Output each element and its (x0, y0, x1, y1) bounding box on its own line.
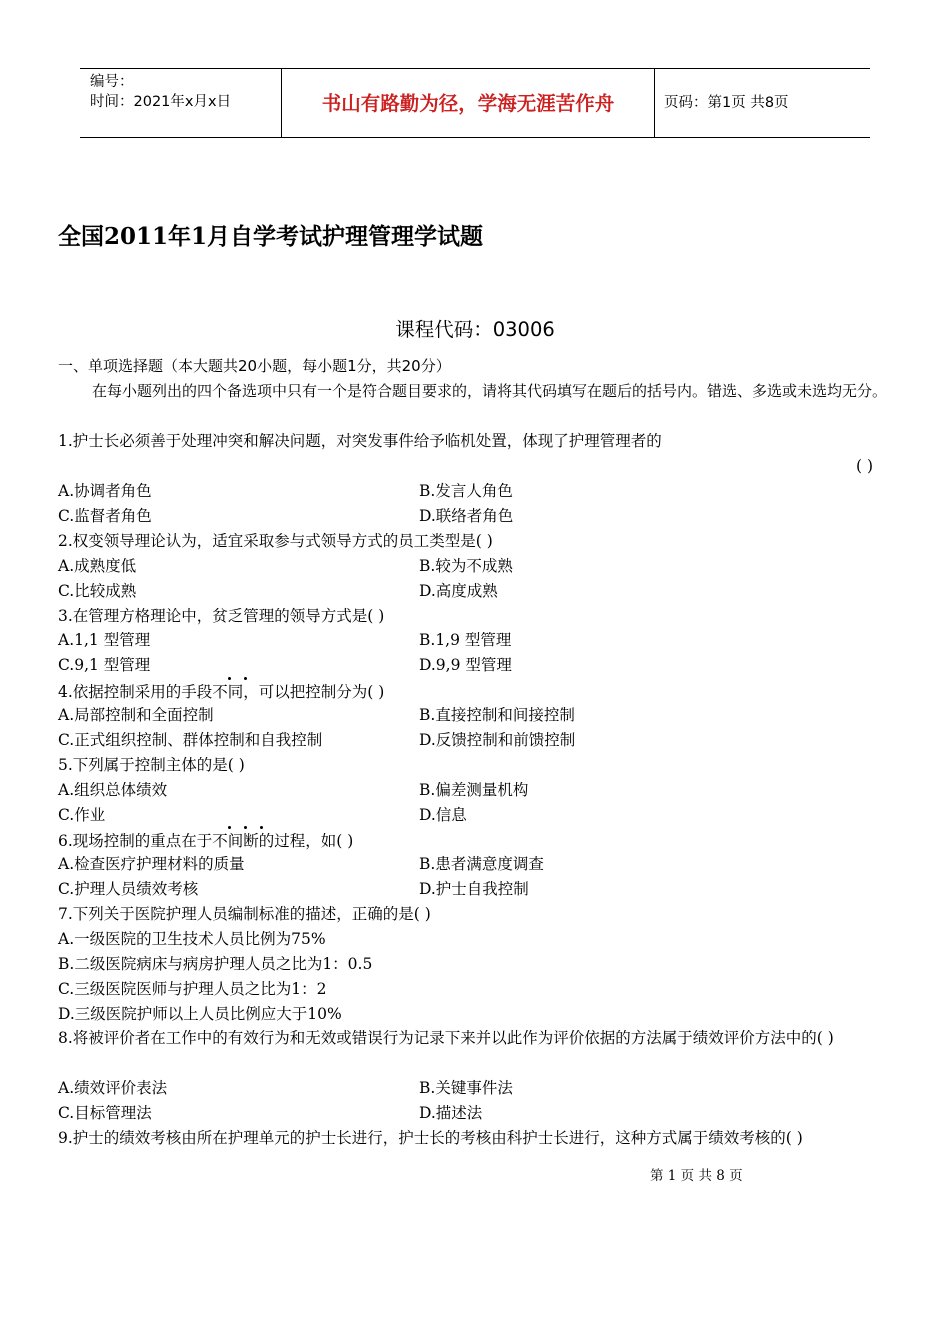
question-stem: 4.依据控制采用的手段不同，可以把控制分为( ) (58, 683, 385, 701)
header-meta (90, 72, 231, 112)
option-d: D.三级医院护师以上人员比例应大于10% (58, 1005, 342, 1023)
option-b: B.发言人角色 (419, 482, 513, 500)
question-stem: 3.在管理方格理论中，贫乏管理的领导方式是( ) (58, 607, 385, 625)
option-b: B.直接控制和间接控制 (419, 706, 575, 724)
answer-parentheses: ( ) (856, 457, 874, 475)
section-instructions: 在每小题列出的四个备选项中只有一个是符合题目要求的，请将其代码填写在题后的括号内。错选、多选或未选均无分。 (92, 382, 888, 400)
question-stem: 2.权变领导理论认为，适宜采取参与式领导方式的员工类型是( ) (58, 532, 493, 550)
header-date-label: 时间：2021年x月x日 (90, 94, 232, 110)
header-divider-right (654, 69, 655, 137)
option-d: D.描述法 (419, 1104, 483, 1122)
exam-title: 全国2011年1月自学考试护理管理学试题 (58, 223, 484, 250)
option-b: B.患者满意度调查 (419, 855, 544, 873)
header-number-label: 编号： (90, 74, 134, 90)
option-a: A.1,1 型管理 (58, 631, 151, 649)
option-c: C.护理人员绩效考核 (58, 880, 199, 898)
question-stem: 9.护士的绩效考核由所在护理单元的护士长进行，护士长的考核由科护士长进行，这种方式属于绩效考核的( ) (58, 1129, 803, 1147)
option-a: A.成熟度低 (58, 557, 137, 575)
option-d: D.9,9 型管理 (419, 656, 512, 674)
option-a: A.局部控制和全面控制 (58, 706, 214, 724)
option-c: C.正式组织控制、群体控制和自我控制 (58, 731, 323, 749)
option-c: C.作业 (58, 806, 106, 824)
option-d: D.护士自我控制 (419, 880, 529, 898)
option-d: D.反馈控制和前馈控制 (419, 731, 576, 749)
option-c: C.三级医院医师与护理人员之比为1：2 (58, 980, 327, 998)
option-c: C.目标管理法 (58, 1104, 152, 1122)
question-stem: 5.下列属于控制主体的是( ) (58, 756, 245, 774)
option-b: B.偏差测量机构 (419, 781, 529, 799)
page-footer: 第 1 页 共 8 页 (650, 1168, 743, 1184)
option-b: B.二级医院病床与病房护理人员之比为1：0.5 (58, 955, 373, 973)
option-b: B.关键事件法 (419, 1079, 513, 1097)
option-d: D.联络者角色 (419, 507, 514, 525)
option-a: A.检查医疗护理材料的质量 (58, 855, 245, 873)
option-b: B.1,9 型管理 (419, 631, 512, 649)
question-stem: 1.护士长必须善于处理冲突和解决问题，对突发事件给予临机处置，体现了护理管理者的 (58, 432, 662, 450)
option-d: D.信息 (419, 806, 467, 824)
document-header (80, 68, 870, 138)
question-stem: 7.下列关于医院护理人员编制标准的描述，正确的是( ) (58, 905, 431, 923)
option-a: A.组织总体绩效 (58, 781, 168, 799)
header-page-label: 页码：第1页 共8页 (664, 95, 789, 111)
question-stem: 8.将被评价者在工作中的有效行为和无效或错误行为记录下来并以此作为评价依据的方法属于绩效评价方法中的( ) (58, 1029, 834, 1047)
option-c: C.比较成熟 (58, 582, 137, 600)
question-stem: 6.现场控制的重点在于不间断的过程，如( ) (58, 832, 354, 850)
option-a: A.协调者角色 (58, 482, 152, 500)
option-d: D.高度成熟 (419, 582, 498, 600)
course-code: 课程代码：03006 (395, 318, 555, 341)
option-a: A.一级医院的卫生技术人员比例为75% (58, 930, 326, 948)
section-heading: 一、单项选择题（本大题共20小题，每小题1分，共20分） (58, 357, 451, 375)
option-a: A.绩效评价表法 (58, 1079, 168, 1097)
header-motto: 书山有路勤为径，学海无涯苦作舟 (321, 92, 615, 115)
option-c: C.9,1 型管理 (58, 656, 151, 674)
option-b: B.较为不成熟 (419, 557, 513, 575)
option-c: C.监督者角色 (58, 507, 152, 525)
